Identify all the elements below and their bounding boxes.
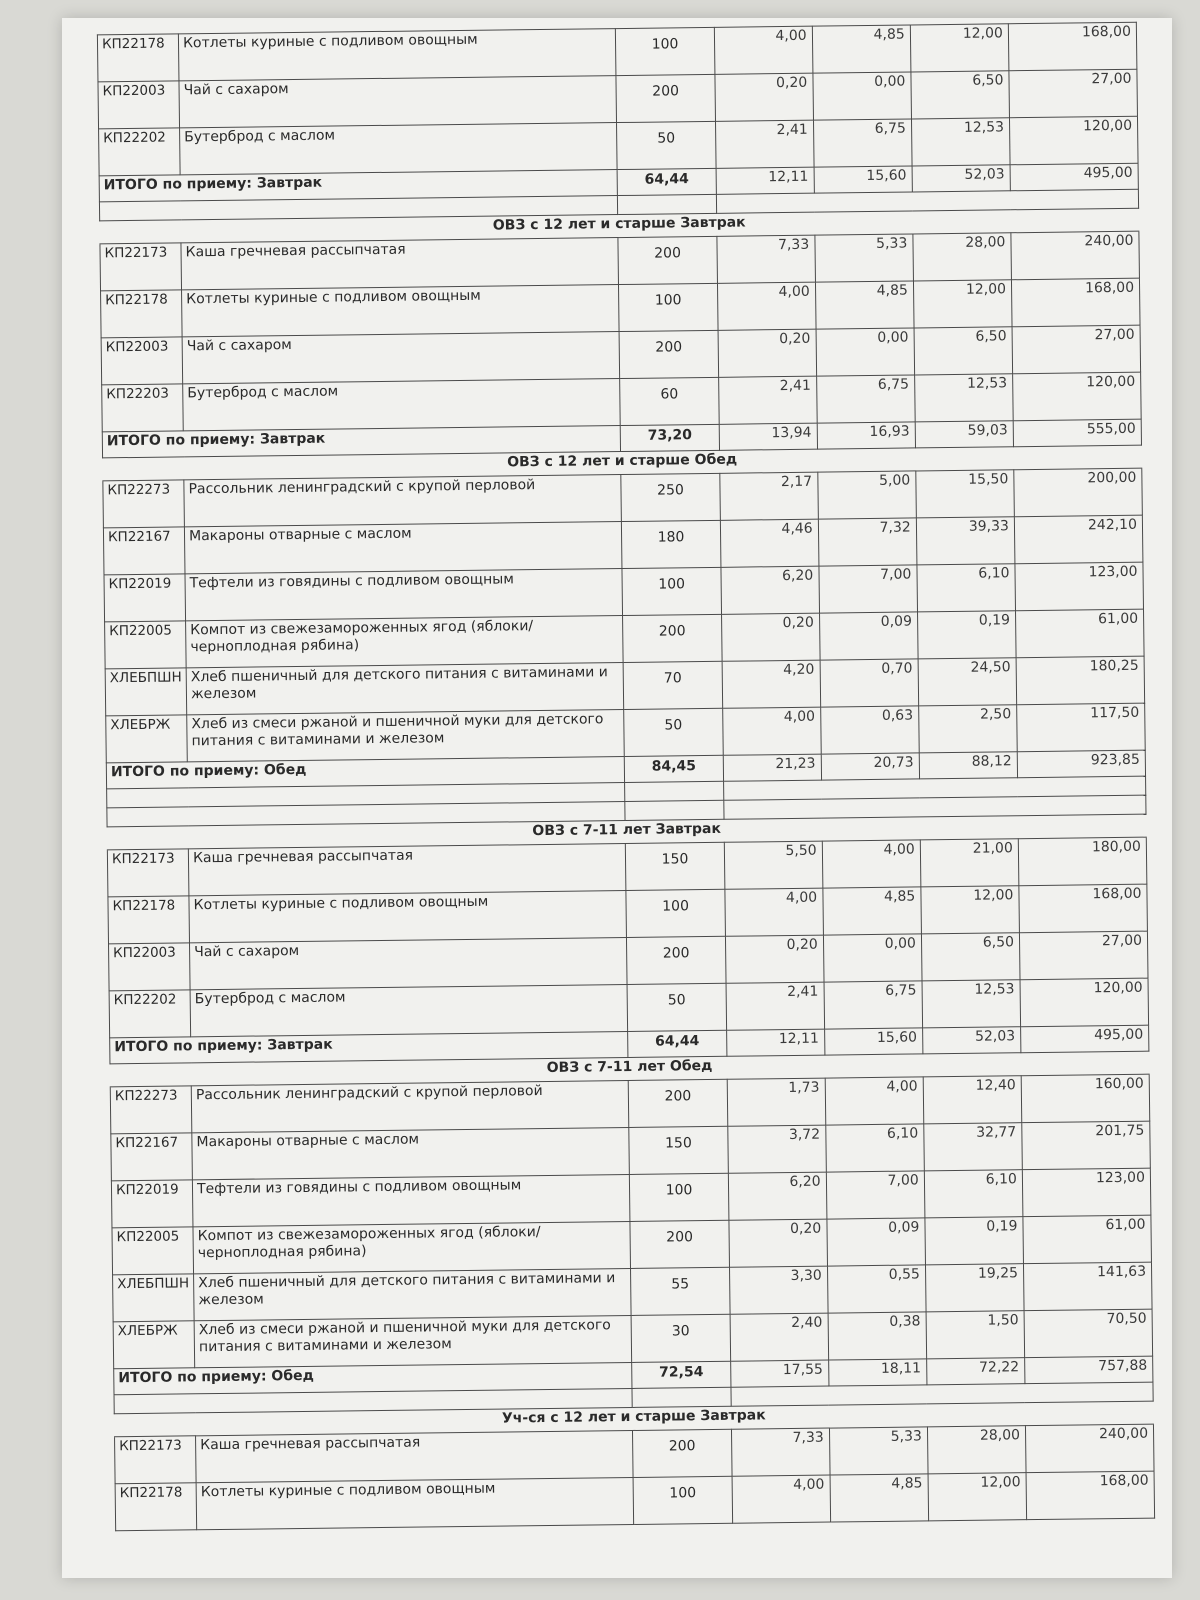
energy-value: 180,25 bbox=[1016, 656, 1145, 705]
protein-value: 4,00 bbox=[717, 282, 816, 330]
total-fat: 15,60 bbox=[814, 166, 912, 193]
dish-name: Рассольник ленинградский с крупой перловой bbox=[191, 1080, 629, 1132]
dish-code: КП22019 bbox=[111, 1180, 193, 1228]
energy-value: 168,00 bbox=[1019, 884, 1148, 933]
dish-code: КП22003 bbox=[101, 337, 183, 385]
energy-value: 141,63 bbox=[1023, 1262, 1152, 1311]
protein-value: 4,00 bbox=[724, 888, 823, 936]
fat-value: 0,55 bbox=[827, 1265, 926, 1313]
menu-table-body bbox=[97, 22, 1154, 1531]
fat-value: 4,00 bbox=[825, 1077, 924, 1125]
total-energy: 555,00 bbox=[1013, 419, 1141, 447]
fat-value: 6,75 bbox=[813, 119, 912, 167]
dish-code: КП22167 bbox=[111, 1133, 193, 1181]
portion-value: 55 bbox=[631, 1267, 730, 1315]
total-fat: 18,11 bbox=[828, 1359, 926, 1386]
carbs-value: 12,53 bbox=[922, 980, 1021, 1028]
dish-name: Котлеты куриные с подливом овощным bbox=[182, 285, 620, 337]
dish-code: ХЛЕБПШН bbox=[105, 668, 187, 716]
fat-value: 4,85 bbox=[830, 1474, 929, 1522]
carbs-value: 28,00 bbox=[927, 1426, 1026, 1474]
total-portion: 72,54 bbox=[632, 1361, 730, 1388]
total-label: ИТОГО по приему: Обед bbox=[114, 1362, 633, 1394]
total-carbs: 52,03 bbox=[912, 165, 1010, 192]
dish-code: КП22273 bbox=[103, 480, 185, 528]
dish-code: ХЛЕБПШН bbox=[113, 1274, 195, 1322]
protein-value: 4,00 bbox=[722, 707, 821, 755]
protein-value: 0,20 bbox=[718, 329, 817, 377]
protein-value: 0,20 bbox=[721, 613, 820, 661]
menu-table bbox=[97, 22, 1155, 1532]
energy-value: 200,00 bbox=[1014, 468, 1143, 517]
dish-name: Макароны отварные с маслом bbox=[184, 522, 622, 574]
energy-value: 123,00 bbox=[1022, 1168, 1151, 1217]
protein-value: 6,20 bbox=[728, 1172, 827, 1220]
carbs-value: 15,50 bbox=[916, 470, 1015, 518]
portion-value: 60 bbox=[620, 377, 719, 425]
dish-code: КП22178 bbox=[108, 896, 190, 944]
energy-value: 120,00 bbox=[1013, 372, 1142, 421]
portion-value: 200 bbox=[627, 936, 726, 984]
portion-value: 50 bbox=[627, 983, 726, 1031]
energy-value: 168,00 bbox=[1026, 1471, 1155, 1520]
portion-value: 200 bbox=[633, 1429, 732, 1477]
carbs-value: 1,50 bbox=[926, 1311, 1025, 1359]
total-carbs: 59,03 bbox=[915, 421, 1013, 448]
protein-value: 0,20 bbox=[725, 935, 824, 983]
carbs-value: 2,50 bbox=[918, 705, 1017, 753]
portion-value: 30 bbox=[632, 1314, 731, 1362]
total-fat: 15,60 bbox=[824, 1028, 922, 1055]
total-fat: 16,93 bbox=[817, 422, 915, 449]
energy-value: 242,10 bbox=[1014, 515, 1143, 564]
dish-name: Бутерброд с маслом bbox=[180, 123, 618, 175]
total-protein: 13,94 bbox=[719, 423, 817, 450]
total-protein: 21,23 bbox=[723, 754, 821, 781]
portion-value: 250 bbox=[621, 473, 720, 521]
fat-value: 0,38 bbox=[828, 1312, 927, 1360]
protein-value: 7,33 bbox=[716, 235, 815, 283]
protein-value: 0,20 bbox=[714, 73, 813, 121]
portion-value: 200 bbox=[629, 1079, 728, 1127]
total-protein: 17,55 bbox=[730, 1360, 828, 1387]
fat-value: 7,00 bbox=[826, 1171, 925, 1219]
fat-value: 6,75 bbox=[824, 981, 923, 1029]
fat-value: 6,75 bbox=[816, 375, 915, 423]
dish-name: Макароны отварные с маслом bbox=[192, 1127, 630, 1179]
portion-value: 200 bbox=[619, 330, 718, 378]
protein-value: 4,46 bbox=[720, 519, 819, 567]
protein-value: 2,41 bbox=[715, 120, 814, 168]
portion-value: 100 bbox=[622, 567, 721, 615]
fat-value: 0,09 bbox=[819, 612, 918, 660]
portion-value: 200 bbox=[616, 74, 715, 122]
energy-value: 160,00 bbox=[1021, 1074, 1150, 1123]
dish-name: Котлеты куриные с подливом овощным bbox=[189, 891, 627, 943]
fat-value: 0,00 bbox=[816, 328, 915, 376]
dish-code: КП22019 bbox=[104, 574, 186, 622]
total-portion: 84,45 bbox=[625, 755, 723, 782]
dish-code: КП22178 bbox=[101, 290, 183, 338]
fat-value: 4,00 bbox=[822, 840, 921, 888]
carbs-value: 12,00 bbox=[928, 1473, 1027, 1521]
energy-value: 27,00 bbox=[1019, 931, 1148, 980]
portion-value: 100 bbox=[616, 27, 715, 75]
fat-value: 0,00 bbox=[823, 934, 922, 982]
dish-name: Котлеты куриные с подливом овощным bbox=[178, 29, 616, 81]
portion-value: 100 bbox=[633, 1476, 732, 1524]
carbs-value: 6,50 bbox=[921, 933, 1020, 981]
dish-code: КП22173 bbox=[115, 1436, 197, 1484]
total-energy: 923,85 bbox=[1017, 750, 1145, 778]
energy-value: 61,00 bbox=[1023, 1215, 1152, 1264]
section-title: ОВЗ с 7-11 лет Завтрак bbox=[107, 814, 1146, 850]
carbs-value: 24,50 bbox=[918, 658, 1017, 706]
fat-value: 0,70 bbox=[820, 659, 919, 707]
total-label: ИТОГО по приему: Обед bbox=[106, 757, 625, 789]
total-energy: 757,88 bbox=[1025, 1356, 1153, 1384]
dish-name: Котлеты куриные с подливом овощным bbox=[196, 1477, 634, 1529]
dish-code: ХЛЕБРЖ bbox=[106, 715, 188, 763]
dish-name: Хлеб пшеничный для детского питания с витаминами и железом bbox=[186, 663, 624, 715]
carbs-value: 12,40 bbox=[923, 1076, 1022, 1124]
energy-value: 180,00 bbox=[1018, 837, 1147, 886]
carbs-value: 32,77 bbox=[924, 1123, 1023, 1171]
portion-value: 180 bbox=[622, 520, 721, 568]
portion-value: 200 bbox=[630, 1220, 729, 1268]
protein-value: 0,20 bbox=[728, 1219, 827, 1267]
total-carbs: 52,03 bbox=[922, 1027, 1020, 1054]
protein-value: 2,41 bbox=[726, 982, 825, 1030]
total-portion: 64,44 bbox=[618, 168, 716, 195]
protein-value: 6,20 bbox=[720, 566, 819, 614]
dish-name: Компот из свежезамороженных ягод (яблоки/черноплодная рябина) bbox=[186, 616, 624, 668]
dish-name: Тефтели из говядины с подливом овощным bbox=[185, 569, 623, 621]
protein-value: 7,33 bbox=[731, 1428, 830, 1476]
carbs-value: 12,53 bbox=[911, 118, 1010, 166]
carbs-value: 12,00 bbox=[913, 280, 1012, 328]
portion-value: 200 bbox=[623, 614, 722, 662]
dish-code: КП22005 bbox=[105, 621, 187, 669]
dish-name: Каша гречневая рассыпчатая bbox=[196, 1430, 634, 1482]
carbs-value: 6,50 bbox=[911, 71, 1010, 119]
carbs-value: 12,53 bbox=[914, 374, 1013, 422]
total-portion: 64,44 bbox=[628, 1030, 726, 1057]
dish-code: КП22005 bbox=[112, 1227, 194, 1275]
protein-value: 3,30 bbox=[729, 1266, 828, 1314]
portion-value: 150 bbox=[629, 1126, 728, 1174]
protein-value: 2,41 bbox=[718, 376, 817, 424]
total-label: ИТОГО по приему: Завтрак bbox=[99, 170, 618, 202]
carbs-value: 21,00 bbox=[920, 839, 1019, 887]
total-protein: 12,11 bbox=[716, 167, 814, 194]
protein-value: 3,72 bbox=[727, 1125, 826, 1173]
carbs-value: 12,00 bbox=[910, 24, 1009, 72]
dish-name: Каша гречневая рассыпчатая bbox=[188, 844, 626, 896]
dish-name: Бутерброд с маслом bbox=[190, 984, 628, 1036]
dish-code: КП22167 bbox=[103, 527, 185, 575]
fat-value: 7,00 bbox=[819, 565, 918, 613]
carbs-value: 0,19 bbox=[917, 611, 1016, 659]
protein-value: 4,00 bbox=[732, 1475, 831, 1523]
fat-value: 4,85 bbox=[812, 25, 911, 73]
carbs-value: 28,00 bbox=[913, 233, 1012, 281]
total-energy: 495,00 bbox=[1010, 163, 1138, 191]
dish-name: Чай с сахаром bbox=[190, 938, 628, 990]
protein-value: 4,00 bbox=[714, 26, 813, 74]
menu-sheet bbox=[97, 22, 1155, 1532]
dish-name: Компот из свежезамороженных ягод (яблоки/черноплодная рябина) bbox=[193, 1221, 631, 1273]
total-energy: 495,00 bbox=[1021, 1025, 1149, 1053]
section-title: Уч-ся с 12 лет и старше Завтрак bbox=[114, 1401, 1153, 1437]
blank-cell bbox=[625, 800, 723, 820]
energy-value: 117,50 bbox=[1017, 703, 1146, 752]
energy-value: 168,00 bbox=[1008, 22, 1137, 71]
energy-value: 61,00 bbox=[1015, 609, 1144, 658]
dish-code: КП22202 bbox=[109, 990, 191, 1038]
dish-code: КП22173 bbox=[107, 849, 189, 897]
portion-value: 50 bbox=[624, 708, 723, 756]
energy-value: 27,00 bbox=[1012, 325, 1141, 374]
section-title: ОВЗ с 12 лет и старше Обед bbox=[103, 445, 1142, 481]
energy-value: 27,00 bbox=[1009, 69, 1138, 118]
dish-code: КП22178 bbox=[115, 1483, 197, 1531]
dish-name: Хлеб из смеси ржаной и пшеничной муки для детского питания с витаминами и железом bbox=[187, 710, 625, 762]
energy-value: 120,00 bbox=[1020, 978, 1149, 1027]
fat-value: 5,33 bbox=[829, 1427, 928, 1475]
energy-value: 201,75 bbox=[1022, 1121, 1151, 1170]
fat-value: 0,09 bbox=[827, 1218, 926, 1266]
blank-cell bbox=[632, 1387, 730, 1407]
energy-value: 168,00 bbox=[1011, 278, 1140, 327]
portion-value: 70 bbox=[624, 661, 723, 709]
section-title: ОВЗ с 12 лет и старше Завтрак bbox=[100, 208, 1139, 244]
total-label: ИТОГО по приему: Завтрак bbox=[102, 426, 621, 458]
carbs-value: 6,10 bbox=[924, 1170, 1023, 1218]
portion-value: 100 bbox=[626, 889, 725, 937]
protein-value: 2,40 bbox=[730, 1313, 829, 1361]
dish-code: КП22003 bbox=[109, 943, 191, 991]
fat-value: 6,10 bbox=[825, 1124, 924, 1172]
dish-code: КП22003 bbox=[98, 81, 180, 129]
carbs-value: 0,19 bbox=[925, 1217, 1024, 1265]
protein-value: 2,17 bbox=[719, 472, 818, 520]
energy-value: 120,00 bbox=[1009, 116, 1138, 165]
portion-value: 100 bbox=[630, 1173, 729, 1221]
fat-value: 5,00 bbox=[817, 471, 916, 519]
total-fat: 20,73 bbox=[821, 753, 919, 780]
dish-name: Хлеб из смеси ржаной и пшеничной муки для детского питания с витаминами и железом bbox=[194, 1315, 632, 1367]
energy-value: 70,50 bbox=[1024, 1309, 1153, 1358]
blank-cell bbox=[625, 781, 723, 801]
document-page bbox=[62, 18, 1172, 1578]
total-label: ИТОГО по приему: Завтрак bbox=[110, 1031, 629, 1063]
fat-value: 7,32 bbox=[818, 518, 917, 566]
blank-cell bbox=[618, 194, 716, 214]
portion-value: 50 bbox=[617, 121, 716, 169]
dish-code: ХЛЕБРЖ bbox=[113, 1321, 195, 1369]
portion-value: 200 bbox=[618, 236, 717, 284]
portion-value: 150 bbox=[626, 842, 725, 890]
dish-code: КП22203 bbox=[102, 384, 184, 432]
protein-value: 1,73 bbox=[727, 1078, 826, 1126]
energy-value: 240,00 bbox=[1025, 1424, 1154, 1473]
dish-name: Рассольник ленинградский с крупой перловой bbox=[184, 475, 622, 527]
section-title: ОВЗ с 7-11 лет Обед bbox=[110, 1051, 1149, 1087]
carbs-value: 39,33 bbox=[916, 517, 1015, 565]
dish-name: Чай с сахаром bbox=[182, 332, 620, 384]
dish-name: Тефтели из говядины с подливом овощным bbox=[192, 1174, 630, 1226]
fat-value: 4,85 bbox=[815, 281, 914, 329]
dish-code: КП22202 bbox=[99, 128, 181, 176]
energy-value: 240,00 bbox=[1011, 231, 1140, 280]
fat-value: 5,33 bbox=[815, 234, 914, 282]
dish-name: Каша гречневая рассыпчатая bbox=[181, 238, 619, 290]
total-carbs: 88,12 bbox=[919, 752, 1017, 779]
dish-name: Хлеб пшеничный для детского питания с витаминами и железом bbox=[194, 1268, 632, 1320]
fat-value: 4,85 bbox=[823, 887, 922, 935]
total-protein: 12,11 bbox=[726, 1029, 824, 1056]
carbs-value: 19,25 bbox=[925, 1264, 1024, 1312]
dish-code: КП22173 bbox=[100, 243, 182, 291]
carbs-value: 12,00 bbox=[921, 886, 1020, 934]
protein-value: 4,20 bbox=[722, 660, 821, 708]
portion-value: 100 bbox=[619, 283, 718, 331]
energy-value: 123,00 bbox=[1015, 562, 1144, 611]
carbs-value: 6,10 bbox=[917, 564, 1016, 612]
fat-value: 0,63 bbox=[820, 706, 919, 754]
total-portion: 73,20 bbox=[621, 424, 719, 451]
dish-name: Бутерброд с маслом bbox=[183, 379, 621, 431]
protein-value: 5,50 bbox=[724, 841, 823, 889]
fat-value: 0,00 bbox=[813, 72, 912, 120]
dish-code: КП22178 bbox=[97, 34, 179, 82]
dish-code: КП22273 bbox=[110, 1086, 192, 1134]
carbs-value: 6,50 bbox=[914, 327, 1013, 375]
total-carbs: 72,22 bbox=[926, 1358, 1024, 1385]
dish-name: Чай с сахаром bbox=[179, 76, 617, 128]
